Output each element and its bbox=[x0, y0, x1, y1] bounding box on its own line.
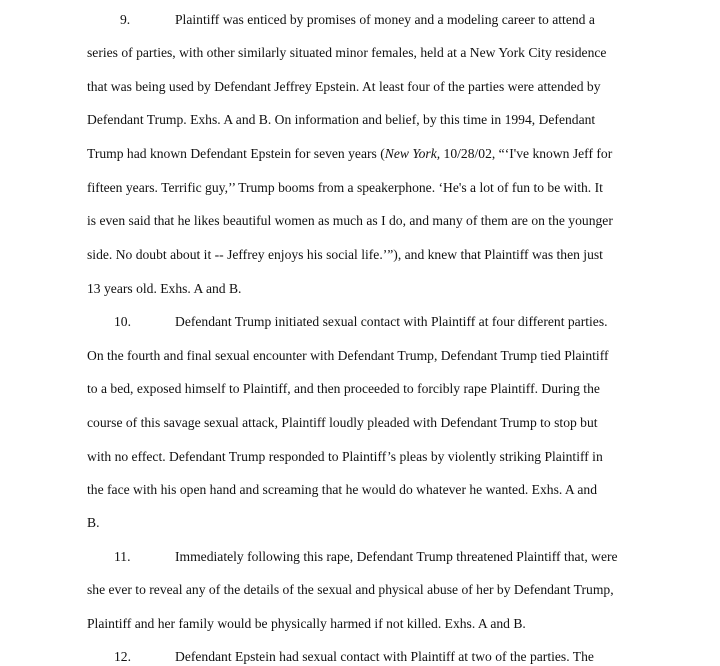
paragraph-text: Defendant Trump initiated sexual contact with Plaintiff at four different parties. bbox=[175, 314, 608, 329]
paragraph-11-line-3: Plaintiff and her family would be physically harmed if not killed. Exhs. A and B. bbox=[87, 616, 526, 631]
paragraph-9-line-7: is even said that he likes beautiful women as much as I do, and many of them are on the younger bbox=[87, 213, 613, 228]
paragraph-9-line-8: side. No doubt about it -- Jeffrey enjoys his social life.’”), and knew that Plaintiff was then just bbox=[87, 247, 603, 262]
paragraph-text: Trump had known Defendant Epstein for seven years ( bbox=[87, 146, 385, 161]
paragraph-9-line-3: that was being used by Defendant Jeffrey Epstein. At least four of the parties were attended by bbox=[87, 79, 601, 94]
paragraph-text: Defendant Epstein had sexual contact with Plaintiff at two of the parties. The bbox=[175, 649, 594, 664]
paragraph-10-line-2: On the fourth and final sexual encounter with Defendant Trump, Defendant Trump tied Plaintiff bbox=[87, 348, 609, 363]
paragraph-10-line-6: the face with his open hand and screaming that he would do whatever he wanted. Exhs. A and bbox=[87, 482, 597, 497]
paragraph-9-line-4: Defendant Trump. Exhs. A and B. On information and belief, by this time in 1994, Defendant bbox=[87, 112, 596, 127]
paragraph-text: Immediately following this rape, Defendant Trump threatened Plaintiff that, were bbox=[175, 549, 618, 564]
paragraph-text: Plaintiff was enticed by promises of money and a modeling career to attend a bbox=[175, 12, 595, 27]
paragraph-number: 12. bbox=[114, 649, 131, 664]
citation-source: New York, bbox=[384, 146, 441, 161]
paragraph-11-line-2: she ever to reveal any of the details of the sexual and physical abuse of her by Defendant Trump, bbox=[87, 582, 614, 597]
paragraph-11-line-1 bbox=[114, 548, 618, 566]
paragraph-10-line-4: course of this savage sexual attack, Plaintiff loudly pleaded with Defendant Trump to stop but bbox=[87, 415, 598, 430]
paragraph-text: 10/28/02, “‘I've known Jeff for bbox=[440, 146, 613, 161]
paragraph-number: 10. bbox=[114, 314, 131, 329]
paragraph-10-line-1 bbox=[114, 313, 608, 331]
paragraph-9-line-5 bbox=[87, 145, 612, 163]
paragraph-9-line-9: 13 years old. Exhs. A and B. bbox=[87, 281, 242, 296]
paragraph-number: 9. bbox=[120, 12, 131, 27]
paragraph-10-line-3: to a bed, exposed himself to Plaintiff, and then proceeded to forcibly rape Plaintiff. During the bbox=[87, 381, 600, 396]
paragraph-9-line-1 bbox=[120, 11, 595, 29]
paragraph-10-line-5: with no effect. Defendant Trump responded to Plaintiff’s pleas by violently striking Plaintiff in bbox=[87, 449, 603, 464]
paragraph-12-line-1 bbox=[114, 648, 594, 666]
paragraph-number: 11. bbox=[114, 549, 131, 564]
paragraph-10-line-7: B. bbox=[87, 515, 100, 530]
paragraph-9-line-2: series of parties, with other similarly situated minor females, held at a New York City residence bbox=[87, 45, 607, 60]
paragraph-9-line-6: fifteen years. Terrific guy,’’ Trump booms from a speakerphone. ‘He's a lot of fun to be with. It bbox=[87, 180, 603, 195]
